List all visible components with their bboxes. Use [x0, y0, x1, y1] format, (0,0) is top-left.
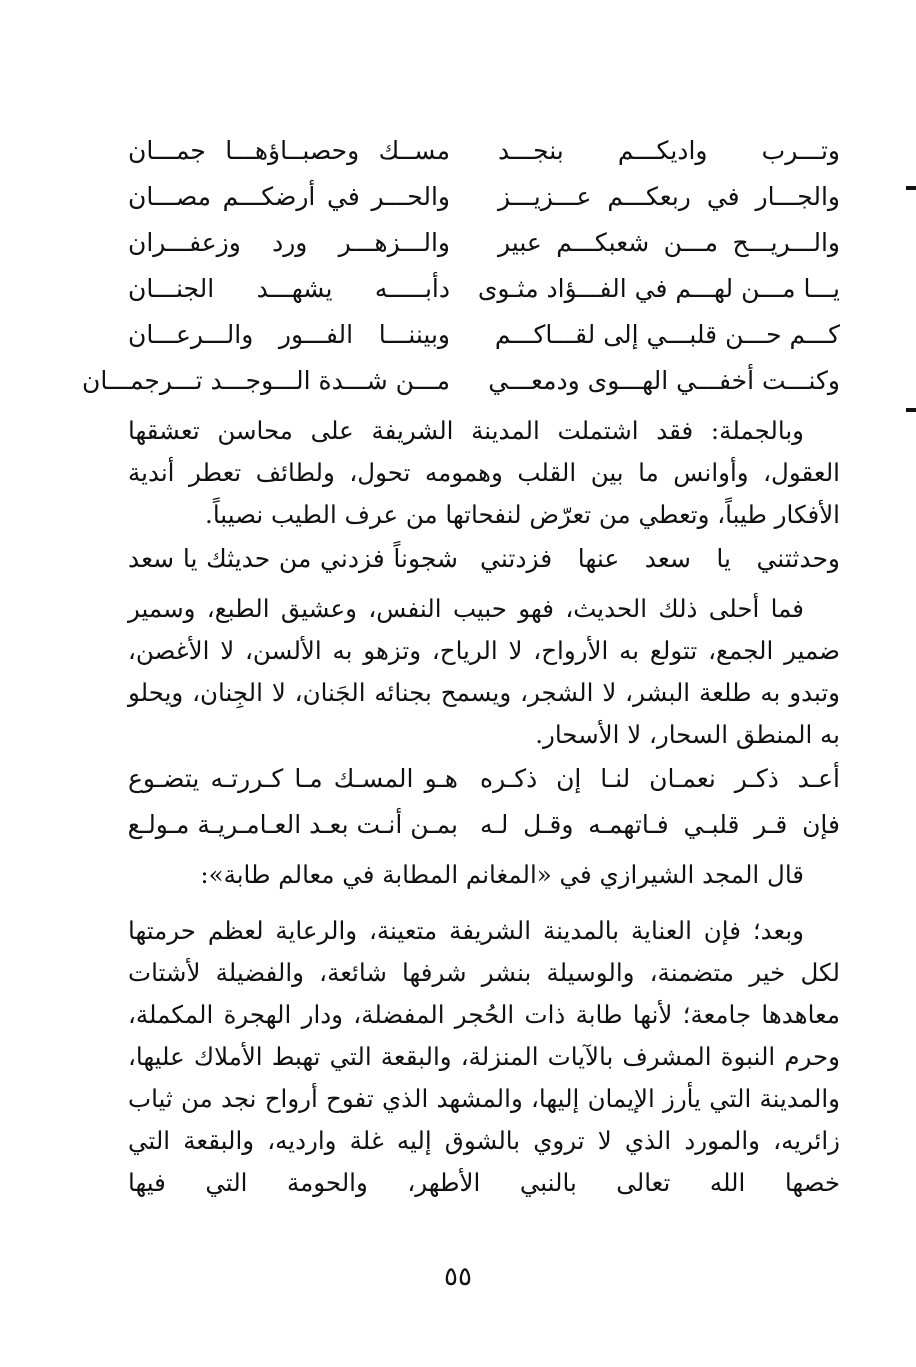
paragraph-shirazi-quote-intro: قال المجد الشيرازي في «المغانم المطابة في معالم طابة»: [200, 860, 804, 889]
verse-line [128, 266, 840, 312]
verse-line [128, 128, 840, 174]
verse-second-hemistich: مـــن شـــدة الـــوجـــد تـــرجمـــان [82, 366, 450, 395]
verse-first-hemistich: فإن قـر قلبـي فـاتهمـه وقـل لـه [480, 810, 840, 839]
verse-first-hemistich: وكنـــت أخفـــي الهـــوى ودمعـــي [488, 366, 840, 395]
margin-mark-top [906, 186, 916, 190]
verse-line [128, 756, 840, 802]
paragraph-in-summary: وبالجملة: فقد اشتملت المدينة الشريفة على محاسن تعشقها العقول، وأوانس ما بين القلب وهمومه تحول، ولطائف تعطر أندية الأفكار طيباً، وتعطي من تعرّض لنفحاتها من عرف الطيب نصيباً. [128, 416, 840, 529]
verse-line [128, 220, 840, 266]
verse-second-hemistich: مســك وحصبــاؤهـــا جمـــان [128, 136, 450, 165]
verse-line [128, 312, 840, 358]
paragraph-sweet-speech: فما أحلى ذلك الحديث، فهو حبيب النفس، وعشيق الطبع، وسمير ضمير الجمع، تتولع به الأرواح، لا الرياح، وتزهو به الألسن، لا الأغصن، وتبدو به طلعة البشر، لا الشجر، ويسمح بجنائه الجَنان، لا الجِنان، ويحلو به المنطق السحار، لا الأسحار. [128, 594, 840, 749]
spacer [128, 896, 840, 910]
verse-line [128, 174, 840, 220]
margin-mark-bottom [906, 408, 916, 412]
verse-first-hemistich: والـــريـــح مـــن شعبكـــم عبير [498, 228, 840, 257]
poem-one [82, 128, 840, 404]
paragraph-madina-virtues: وبعد؛ فإن العناية بالمدينة الشريفة متعينة، والرعاية لعظم حرمتها لكل خير متضمنة، والوسيلة بنشر شرفها شائعة، والفضيلة لأشتات معاهدها جامعة؛ لأنها طابة ذات الحُجر المفضلة، ودار الهجرة المكملة، وحرم النبوة المشرف بالآيات المنزلة، والبقعة التي تهبط الأملاك عليها، والمدينة التي يأرز الإيمان إليها، والمشهد الذي تفوح أرواح نجد من ثياب زائريه، والمورد الذي لا تروي بالشوق إليه غلة وارديه، والبقعة التي خصها الله تعالى بالنبي الأطهر، والحومة التي فيها [128, 916, 840, 1197]
verse-first-hemistich: وحدثتني يا سعد عنها فزدتني [480, 544, 840, 573]
verse-second-hemistich: والـــزهـــر ورد وزعفـــران [128, 228, 450, 257]
verse-first-hemistich: وتـــرب واديكـــم بنجـــد [498, 136, 840, 165]
verse-second-hemistich: وبيننـــا الفـــور والـــرعـــان [128, 320, 450, 349]
verse-second-hemistich: شجوناً فزدني من حديثك يا سعد [128, 544, 458, 573]
verse-first-hemistich: يـــا مـــن لهـــم في الفـــؤاد مثـوى [477, 274, 840, 303]
page-body [82, 128, 840, 1204]
verse-line [128, 802, 840, 848]
verse-first-hemistich: والجـــار في ربعكـــم عـــزيـــز [498, 182, 840, 211]
verse-first-hemistich: كـــم حـــن قلبـــي إلى لقـــاكـــم [494, 320, 840, 349]
verse-line-saad [128, 536, 840, 582]
verse-second-hemistich: دأبـــــه يشهـــد الجنـــان [128, 274, 450, 303]
verse-second-hemistich: هـو المسـك مـا كـررتـه يتضـوع [128, 764, 458, 793]
verse-second-hemistich: والحـــر في أرضكـــم مصـــان [128, 182, 450, 211]
page-number: ٥٥ [444, 1262, 472, 1292]
verse-line [82, 358, 840, 404]
verse-second-hemistich: بمـن أنـت بعـد العـامـريـة مـولـع [127, 810, 458, 839]
poem-nuuman [128, 756, 840, 848]
verse-first-hemistich: أعـد ذكـر نعمـان لنـا إن ذكـره [480, 764, 840, 793]
